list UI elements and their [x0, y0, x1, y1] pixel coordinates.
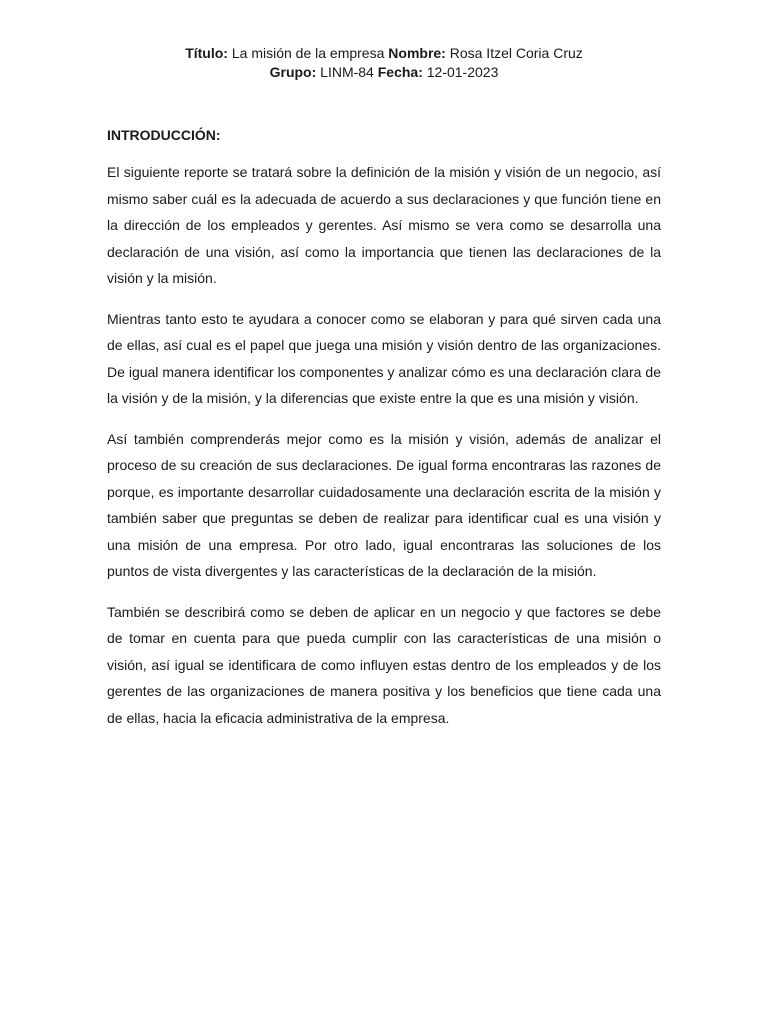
grupo-value: LINM-84 [320, 64, 374, 80]
header-line-1 [107, 44, 661, 63]
grupo-label: Grupo: [269, 64, 317, 80]
document-header [107, 44, 661, 82]
header-line-2 [107, 63, 661, 82]
paragraph-3: Así también comprenderás mejor como es la misión y visión, además de analizar el proceso de su creación de sus declaraciones. De igual forma encontraras las razones de porque, es importante desarrollar cuidadosamente una declaración escrita de la misión y también saber que preguntas se deben de realizar para identificar cual es una visión y una misión de una empresa. Por otro lado, igual encontraras las soluciones de los puntos de vista divergentes y las características de la declaración de la misión. [107, 430, 661, 579]
titulo-label: Título: [185, 45, 228, 61]
nombre-label: Nombre: [388, 45, 446, 61]
paragraph-1: El siguiente reporte se tratará sobre la definición de la misión y visión de un negocio, así mismo saber cuál es la adecuada de acuerdo a sus declaraciones y que función tiene en la dirección de los empleados y gerentes. Así mismo se vera como se desarrolla una declaración de una visión, así como la importancia que tienen las declaraciones de la visión y la misión. [107, 164, 661, 286]
nombre-value: Rosa Itzel Coria Cruz [449, 45, 583, 61]
paragraph-4: También se describirá como se deben de aplicar en un negocio y que factores se debe de tomar en cuenta para que pueda cumplir con las características de una misión o visión, así igual se identificara de como influyen estas dentro de los empleados y de los gerentes de las organizaciones de manera positiva y los beneficios que tiene cada una de ellas, hacia la eficacia administrativa de la empresa. [107, 603, 661, 726]
fecha-value: 12-01-2023 [426, 64, 499, 80]
paragraph-2: Mientras tanto esto te ayudara a conocer como se elaboran y para qué sirven cada una de ellas, así cual es el papel que juega una misión y visión dentro de las organizaciones. De igual manera identificar los componentes y analizar cómo es una declaración clara de la visión y de la misión, y la diferencias que existe entre la que es una misión y visión. [107, 310, 661, 406]
titulo-value: La misión de la empresa [231, 45, 385, 61]
fecha-label: Fecha: [377, 64, 423, 80]
section-heading: INTRODUCCIÓN: [107, 127, 221, 143]
